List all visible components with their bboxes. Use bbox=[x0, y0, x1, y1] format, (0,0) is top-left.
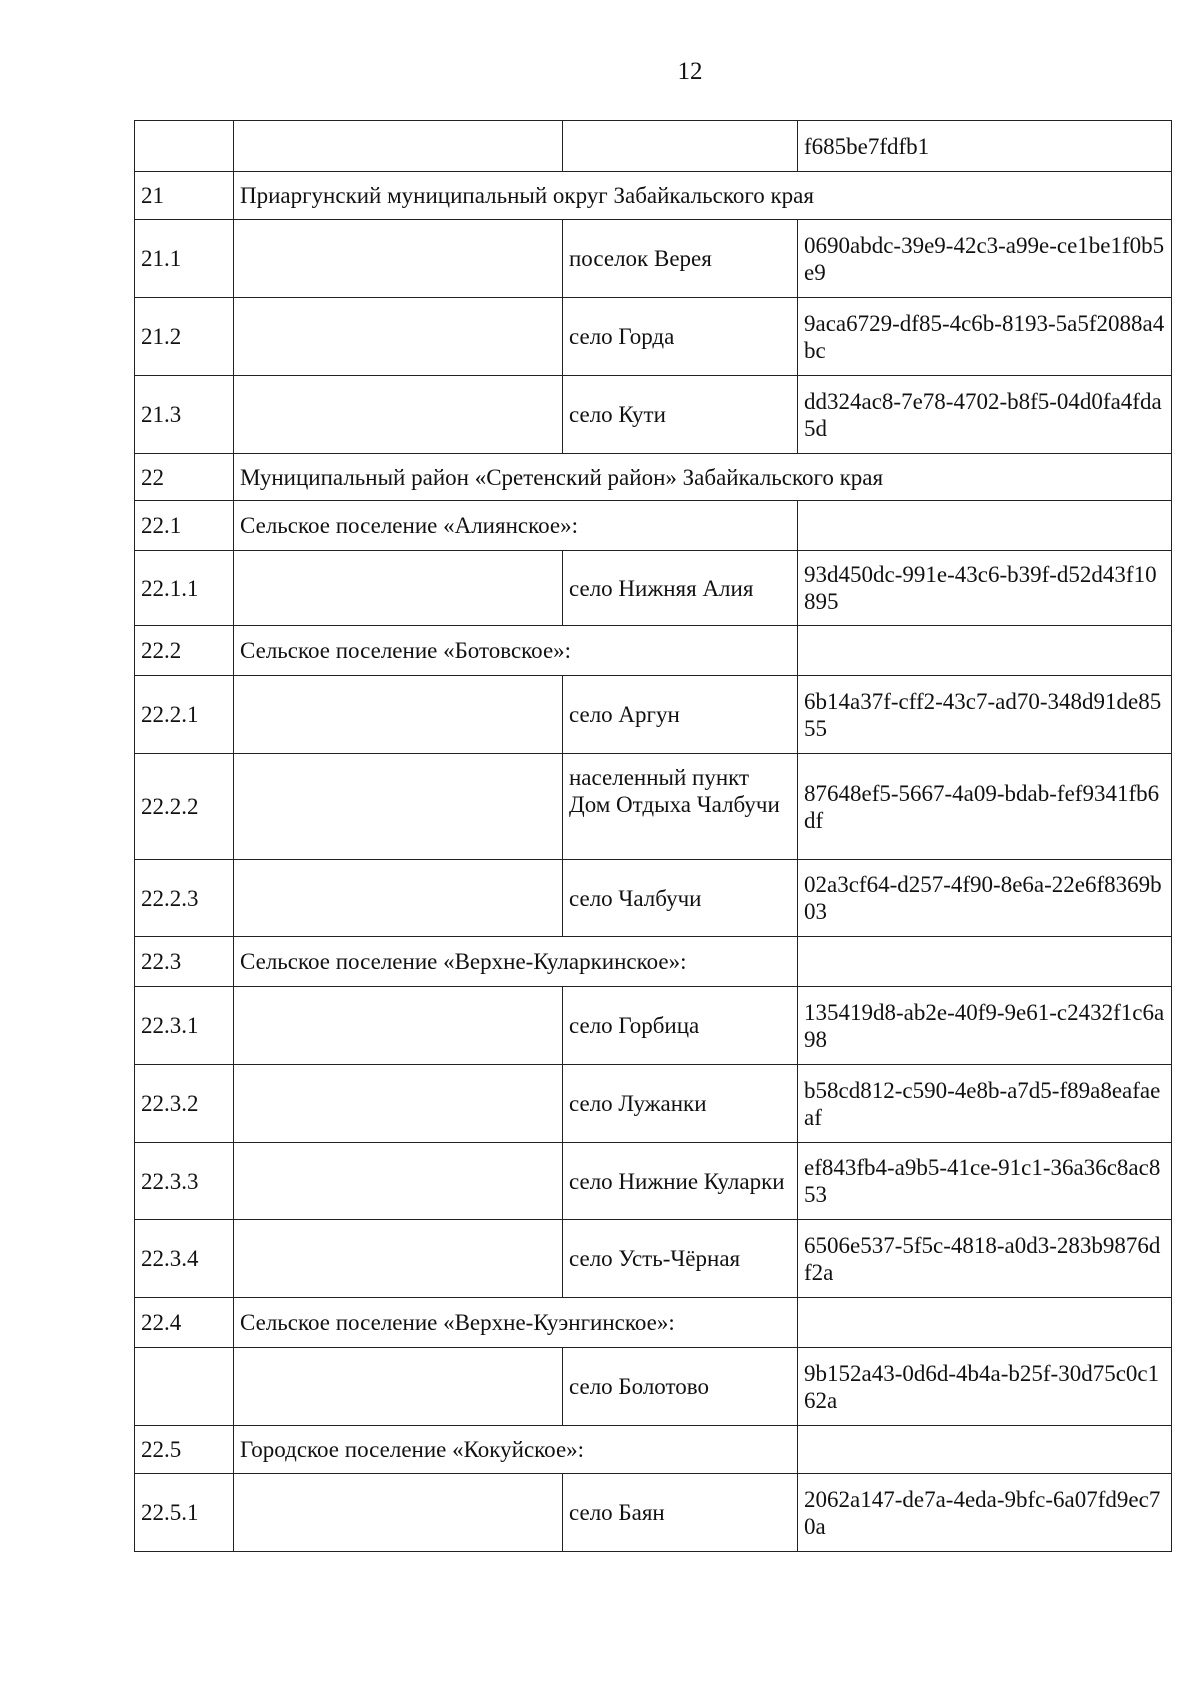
table-row bbox=[135, 1426, 1172, 1474]
row-number: 21.1 bbox=[135, 220, 234, 298]
row-number: 22.3.4 bbox=[135, 1220, 234, 1298]
locality-name: село Нижняя Алия bbox=[563, 551, 798, 626]
table-row bbox=[135, 220, 1172, 298]
locality-name: село Горбица bbox=[563, 987, 798, 1065]
row-number: 22.2 bbox=[135, 626, 234, 676]
empty-cell bbox=[234, 1065, 563, 1143]
row-number: 22.5 bbox=[135, 1426, 234, 1474]
code-cell bbox=[798, 937, 1172, 987]
row-number: 22.1 bbox=[135, 501, 234, 551]
locality-code: 6b14a37f-cff2-43c7-ad70-348d91de8555 bbox=[798, 676, 1172, 754]
row-number bbox=[135, 121, 234, 172]
row-number: 22 bbox=[135, 454, 234, 501]
table-row bbox=[135, 937, 1172, 987]
settlement-title: Сельское поселение «Алиянское»: bbox=[234, 501, 798, 551]
row-number: 22.5.1 bbox=[135, 1474, 234, 1552]
table-row bbox=[135, 551, 1172, 626]
empty-cell bbox=[234, 754, 563, 860]
row-number: 22.2.3 bbox=[135, 860, 234, 937]
table-row bbox=[135, 1143, 1172, 1220]
row-number: 22.2.2 bbox=[135, 754, 234, 860]
locality-code: 02a3cf64-d257-4f90-8e6a-22e6f8369b03 bbox=[798, 860, 1172, 937]
locality-code: ef843fb4-a9b5-41ce-91c1-36a36c8ac853 bbox=[798, 1143, 1172, 1220]
locality-code: 2062a147-de7a-4eda-9bfc-6a07fd9ec70a bbox=[798, 1474, 1172, 1552]
row-number: 22.3 bbox=[135, 937, 234, 987]
row-number: 21 bbox=[135, 172, 234, 220]
empty-cell bbox=[234, 220, 563, 298]
table-row bbox=[135, 121, 1172, 172]
empty-cell bbox=[234, 298, 563, 376]
code-cell bbox=[798, 1426, 1172, 1474]
row-number: 22.2.1 bbox=[135, 676, 234, 754]
table-row bbox=[135, 1348, 1172, 1426]
locality-name: село Лужанки bbox=[563, 1065, 798, 1143]
empty-cell bbox=[234, 987, 563, 1065]
empty-cell bbox=[234, 1143, 563, 1220]
locality-name: село Аргун bbox=[563, 676, 798, 754]
locality-code: 93d450dc-991e-43c6-b39f-d52d43f10895 bbox=[798, 551, 1172, 626]
row-number: 21.2 bbox=[135, 298, 234, 376]
settlement-title: Сельское поселение «Верхне-Куларкинское»: bbox=[234, 937, 798, 987]
locality-code: 0690abdc-39e9-42c3-a99e-ce1be1f0b5e9 bbox=[798, 220, 1172, 298]
locality-name: село Болотово bbox=[563, 1348, 798, 1426]
settlement-title: Сельское поселение «Верхне-Куэнгинское»: bbox=[234, 1298, 798, 1348]
empty-cell bbox=[234, 376, 563, 454]
locality-name: село Усть-Чёрная bbox=[563, 1220, 798, 1298]
table-row bbox=[135, 1065, 1172, 1143]
locality-code: 9aca6729-df85-4c6b-8193-5a5f2088a4bc bbox=[798, 298, 1172, 376]
empty-cell bbox=[234, 551, 563, 626]
page-number: 12 bbox=[677, 58, 703, 85]
row-number: 22.4 bbox=[135, 1298, 234, 1348]
table-row bbox=[135, 1220, 1172, 1298]
locality-code: 9b152a43-0d6d-4b4a-b25f-30d75c0c162a bbox=[798, 1348, 1172, 1426]
code-cell bbox=[798, 1298, 1172, 1348]
locality-name: поселок Верея bbox=[563, 220, 798, 298]
table-row bbox=[135, 172, 1172, 220]
district-title: Приаргунский муниципальный округ Забайкальского края bbox=[234, 172, 1172, 220]
table-row bbox=[135, 754, 1172, 860]
locality-name bbox=[563, 121, 798, 172]
table-row bbox=[135, 376, 1172, 454]
empty-cell bbox=[234, 121, 563, 172]
locality-code: f685be7fdfb1 bbox=[798, 121, 1172, 172]
table-row bbox=[135, 860, 1172, 937]
settlement-title: Сельское поселение «Ботовское»: bbox=[234, 626, 798, 676]
locality-code: 6506e537-5f5c-4818-a0d3-283b9876df2a bbox=[798, 1220, 1172, 1298]
locality-code: 135419d8-ab2e-40f9-9e61-c2432f1c6a98 bbox=[798, 987, 1172, 1065]
locality-name: село Кути bbox=[563, 376, 798, 454]
row-number: 22.3.3 bbox=[135, 1143, 234, 1220]
empty-cell bbox=[234, 1348, 563, 1426]
row-number: 22.1.1 bbox=[135, 551, 234, 626]
empty-cell bbox=[234, 860, 563, 937]
locality-code: dd324ac8-7e78-4702-b8f5-04d0fa4fda5d bbox=[798, 376, 1172, 454]
row-number bbox=[135, 1348, 234, 1426]
row-number: 22.3.1 bbox=[135, 987, 234, 1065]
settlements-table bbox=[134, 120, 1172, 1552]
empty-cell bbox=[234, 1474, 563, 1552]
table-row bbox=[135, 1298, 1172, 1348]
code-cell bbox=[798, 626, 1172, 676]
table-row bbox=[135, 1474, 1172, 1552]
empty-cell bbox=[234, 1220, 563, 1298]
table-row bbox=[135, 676, 1172, 754]
settlement-title: Городское поселение «Кокуйское»: bbox=[234, 1426, 798, 1474]
code-cell bbox=[798, 501, 1172, 551]
locality-name: село Баян bbox=[563, 1474, 798, 1552]
locality-name: населенный пункт Дом Отдыха Чалбучи bbox=[563, 754, 798, 860]
table-row bbox=[135, 987, 1172, 1065]
locality-name: село Чалбучи bbox=[563, 860, 798, 937]
table-row bbox=[135, 454, 1172, 501]
locality-name: село Горда bbox=[563, 298, 798, 376]
locality-name: село Нижние Куларки bbox=[563, 1143, 798, 1220]
district-title: Муниципальный район «Сретенский район» Забайкальского края bbox=[234, 454, 1172, 501]
row-number: 21.3 bbox=[135, 376, 234, 454]
empty-cell bbox=[234, 676, 563, 754]
table-row bbox=[135, 501, 1172, 551]
locality-code: 87648ef5-5667-4a09-bdab-fef9341fb6df bbox=[798, 754, 1172, 860]
locality-code: b58cd812-c590-4e8b-a7d5-f89a8eafaeaf bbox=[798, 1065, 1172, 1143]
table-row bbox=[135, 626, 1172, 676]
table-row bbox=[135, 298, 1172, 376]
row-number: 22.3.2 bbox=[135, 1065, 234, 1143]
